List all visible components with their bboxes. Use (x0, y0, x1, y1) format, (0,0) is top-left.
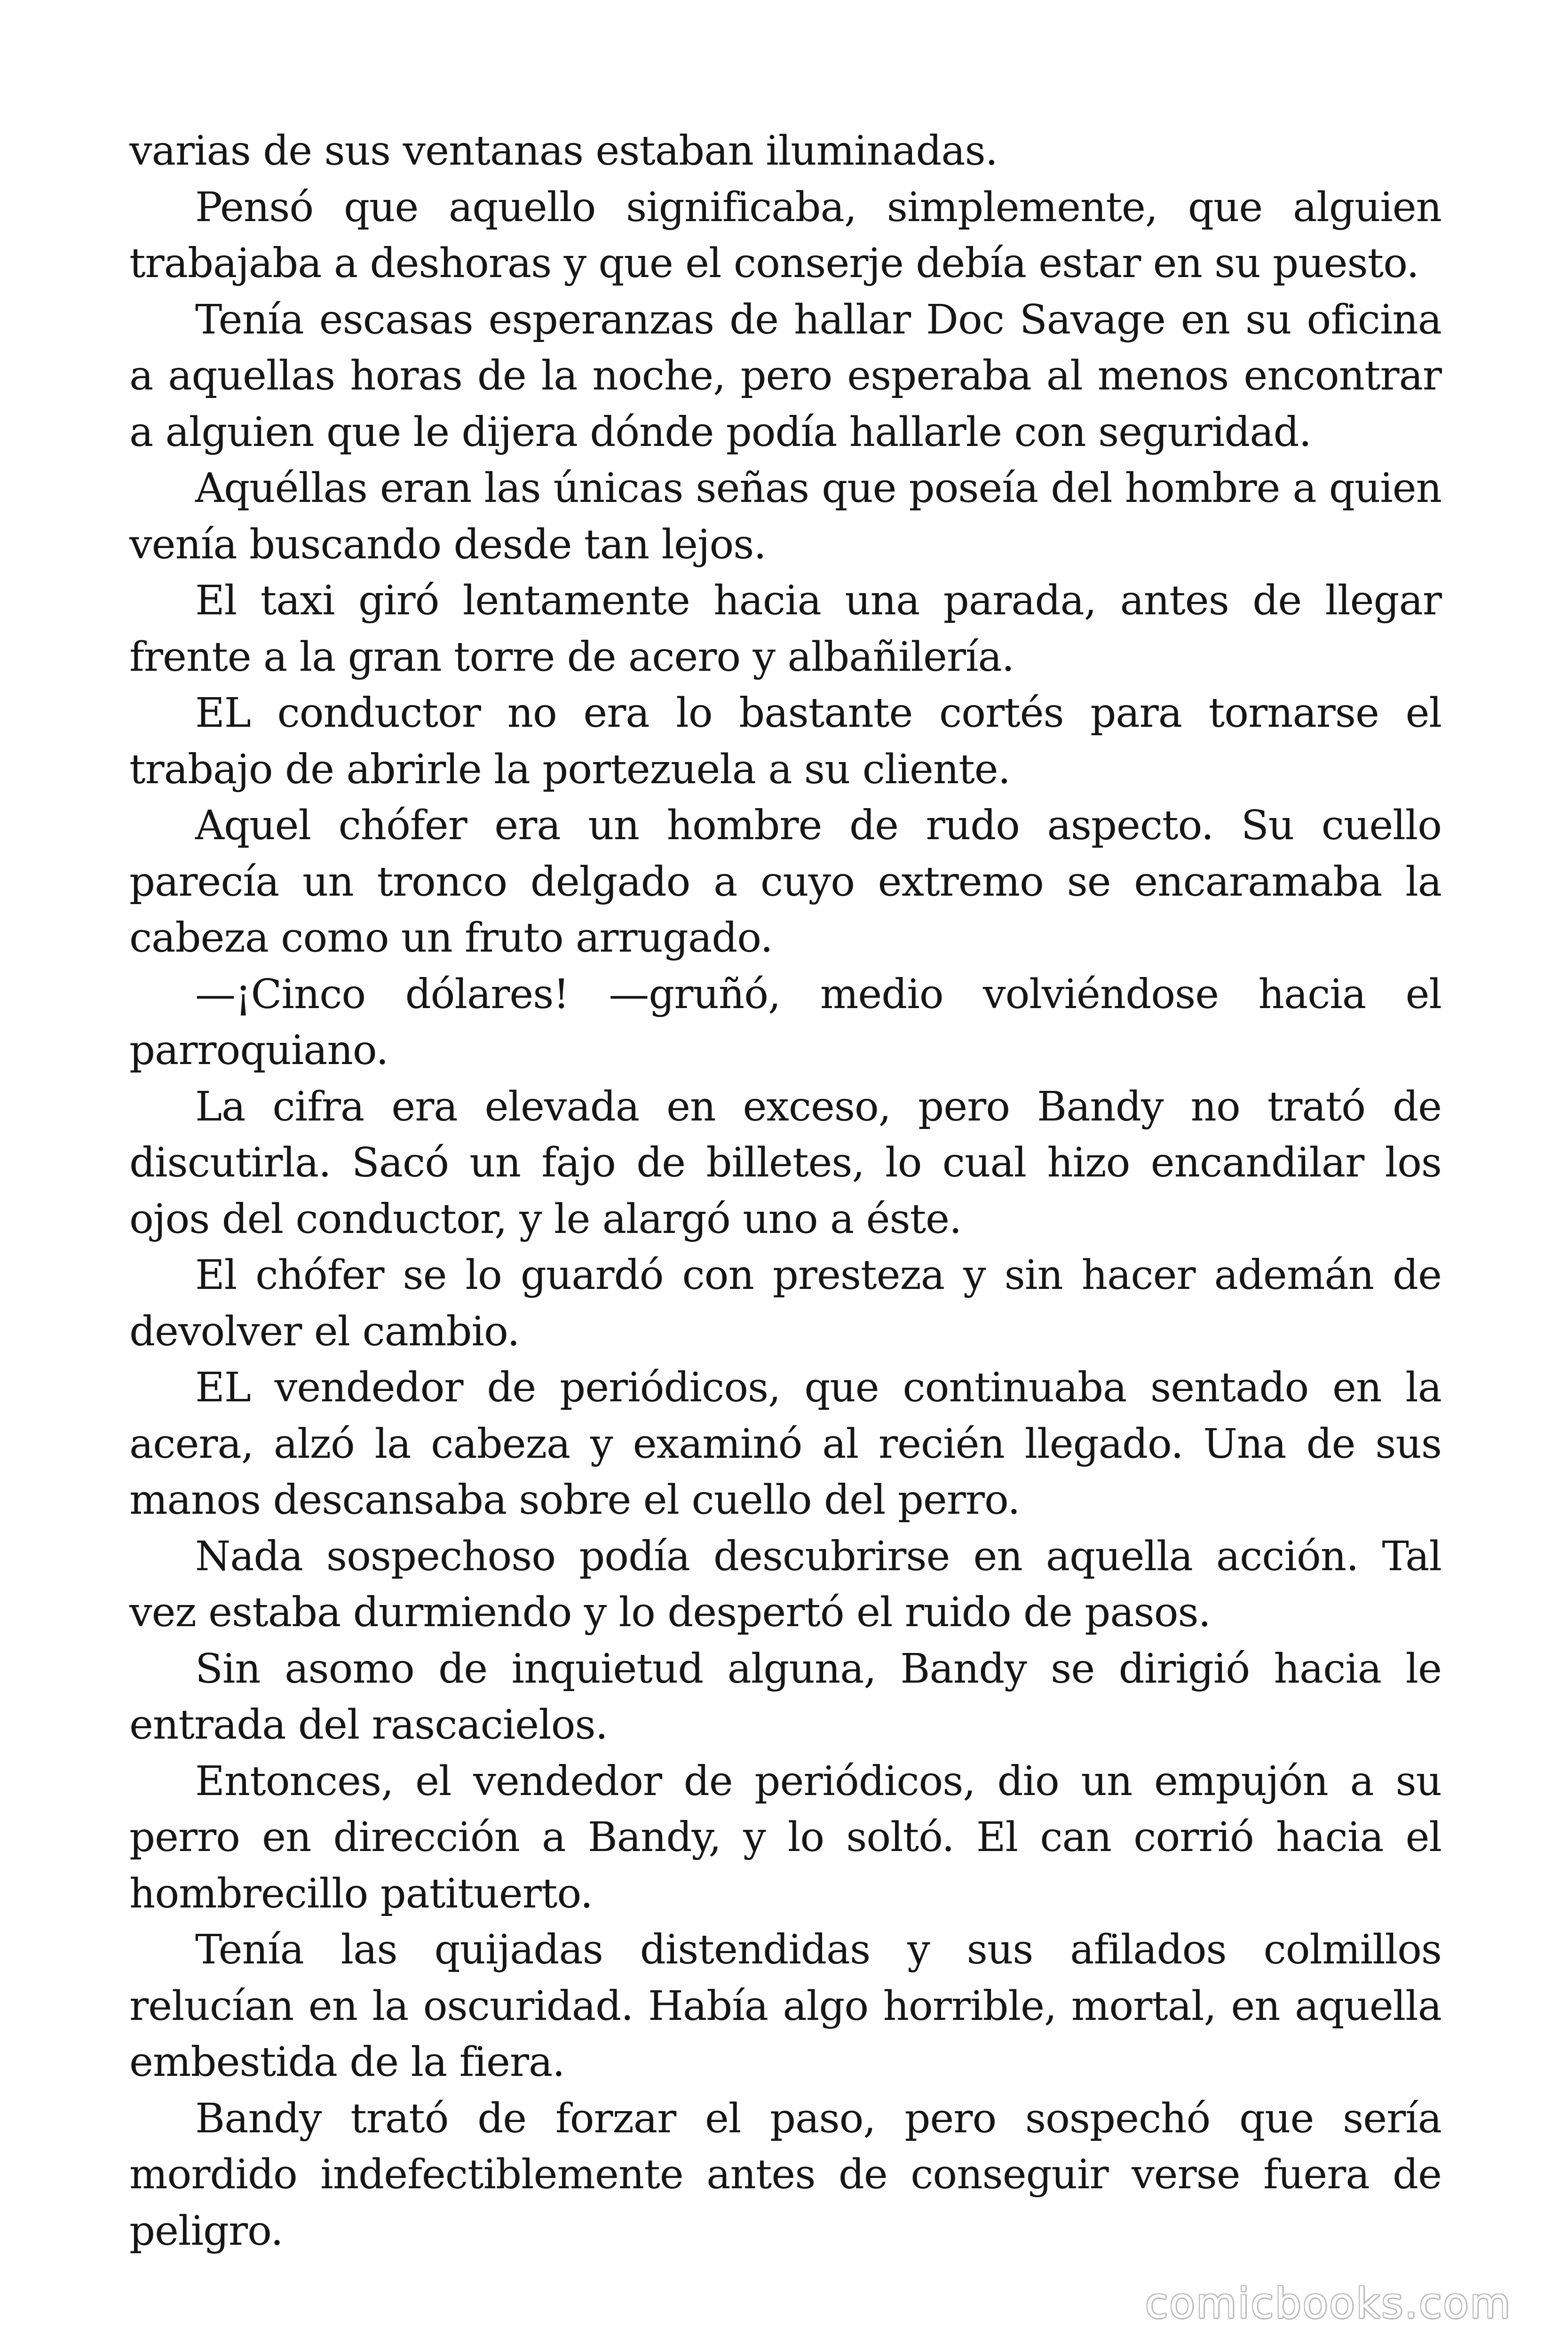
paragraph: Bandy trató de forzar el paso, pero sospechó que sería mordido indefectiblemente antes de conseguir verse fuera de peligro. (129, 2095, 1441, 2255)
paragraph: Aquéllas eran las únicas señas que poseía del hombre a quien venía buscando desde tan lejos. (129, 465, 1441, 568)
paragraph: Entonces, el vendedor de periódicos, dio un empujón a su perro en dirección a Bandy, y lo soltó. El can corrió hacia el hombrecillo patituerto. (129, 1757, 1441, 1917)
watermark: comicbooks.com (1145, 2279, 1512, 2328)
paragraph: La cifra era elevada en exceso, pero Bandy no trató de discutirla. Sacó un fajo de billetes, lo cual hizo encandilar los ojos del conductor, y le alargó uno a éste. (129, 1083, 1441, 1243)
paragraph: Nada sospechoso podía descubrirse en aquella acción. Tal vez estaba durmiendo y lo despertó el ruido de pasos. (129, 1533, 1441, 1636)
page-body-text (129, 123, 1441, 2259)
paragraph: El taxi giró lentamente hacia una parada, antes de llegar frente a la gran torre de acero y albañilería. (129, 577, 1441, 681)
paragraph: El chófer se lo guardó con presteza y sin hacer ademán de devolver el cambio. (129, 1252, 1441, 1355)
paragraph: Sin asomo de inquietud alguna, Bandy se dirigió hacia le entrada del rascacielos. (129, 1645, 1441, 1748)
paragraph: —¡Cinco dólares! —gruñó, medio volviéndose hacia el parroquiano. (129, 970, 1441, 1074)
paragraph: Aquel chófer era un hombre de rudo aspecto. Su cuello parecía un tronco delgado a cuyo extremo se encaramaba la cabeza como un fruto arrugado. (129, 802, 1441, 961)
paragraph: Pensó que aquello significaba, simplemente, que alguien trabajaba a deshoras y que el conserje debía estar en su puesto. (129, 183, 1441, 287)
paragraph: EL vendedor de periódicos, que continuaba sentado en la acera, alzó la cabeza y examinó al recién llegado. Una de sus manos descansaba sobre el cuello del perro. (129, 1364, 1441, 1524)
paragraph: varias de sus ventanas estaban iluminadas. (129, 127, 998, 175)
paragraph: Tenía las quijadas distendidas y sus afilados colmillos relucían en la oscuridad. Había algo horrible, mortal, en aquella embestida de la fiera. (129, 1926, 1441, 2086)
paragraph: Tenía escasas esperanzas de hallar Doc Savage en su oficina a aquellas horas de la noche, pero esperaba al menos encontrar a alguien que le dijera dónde podía hallarle con seguridad. (129, 296, 1441, 456)
paragraph: EL conductor no era lo bastante cortés para tornarse el trabajo de abrirle la portezuela a su cliente. (129, 690, 1441, 793)
